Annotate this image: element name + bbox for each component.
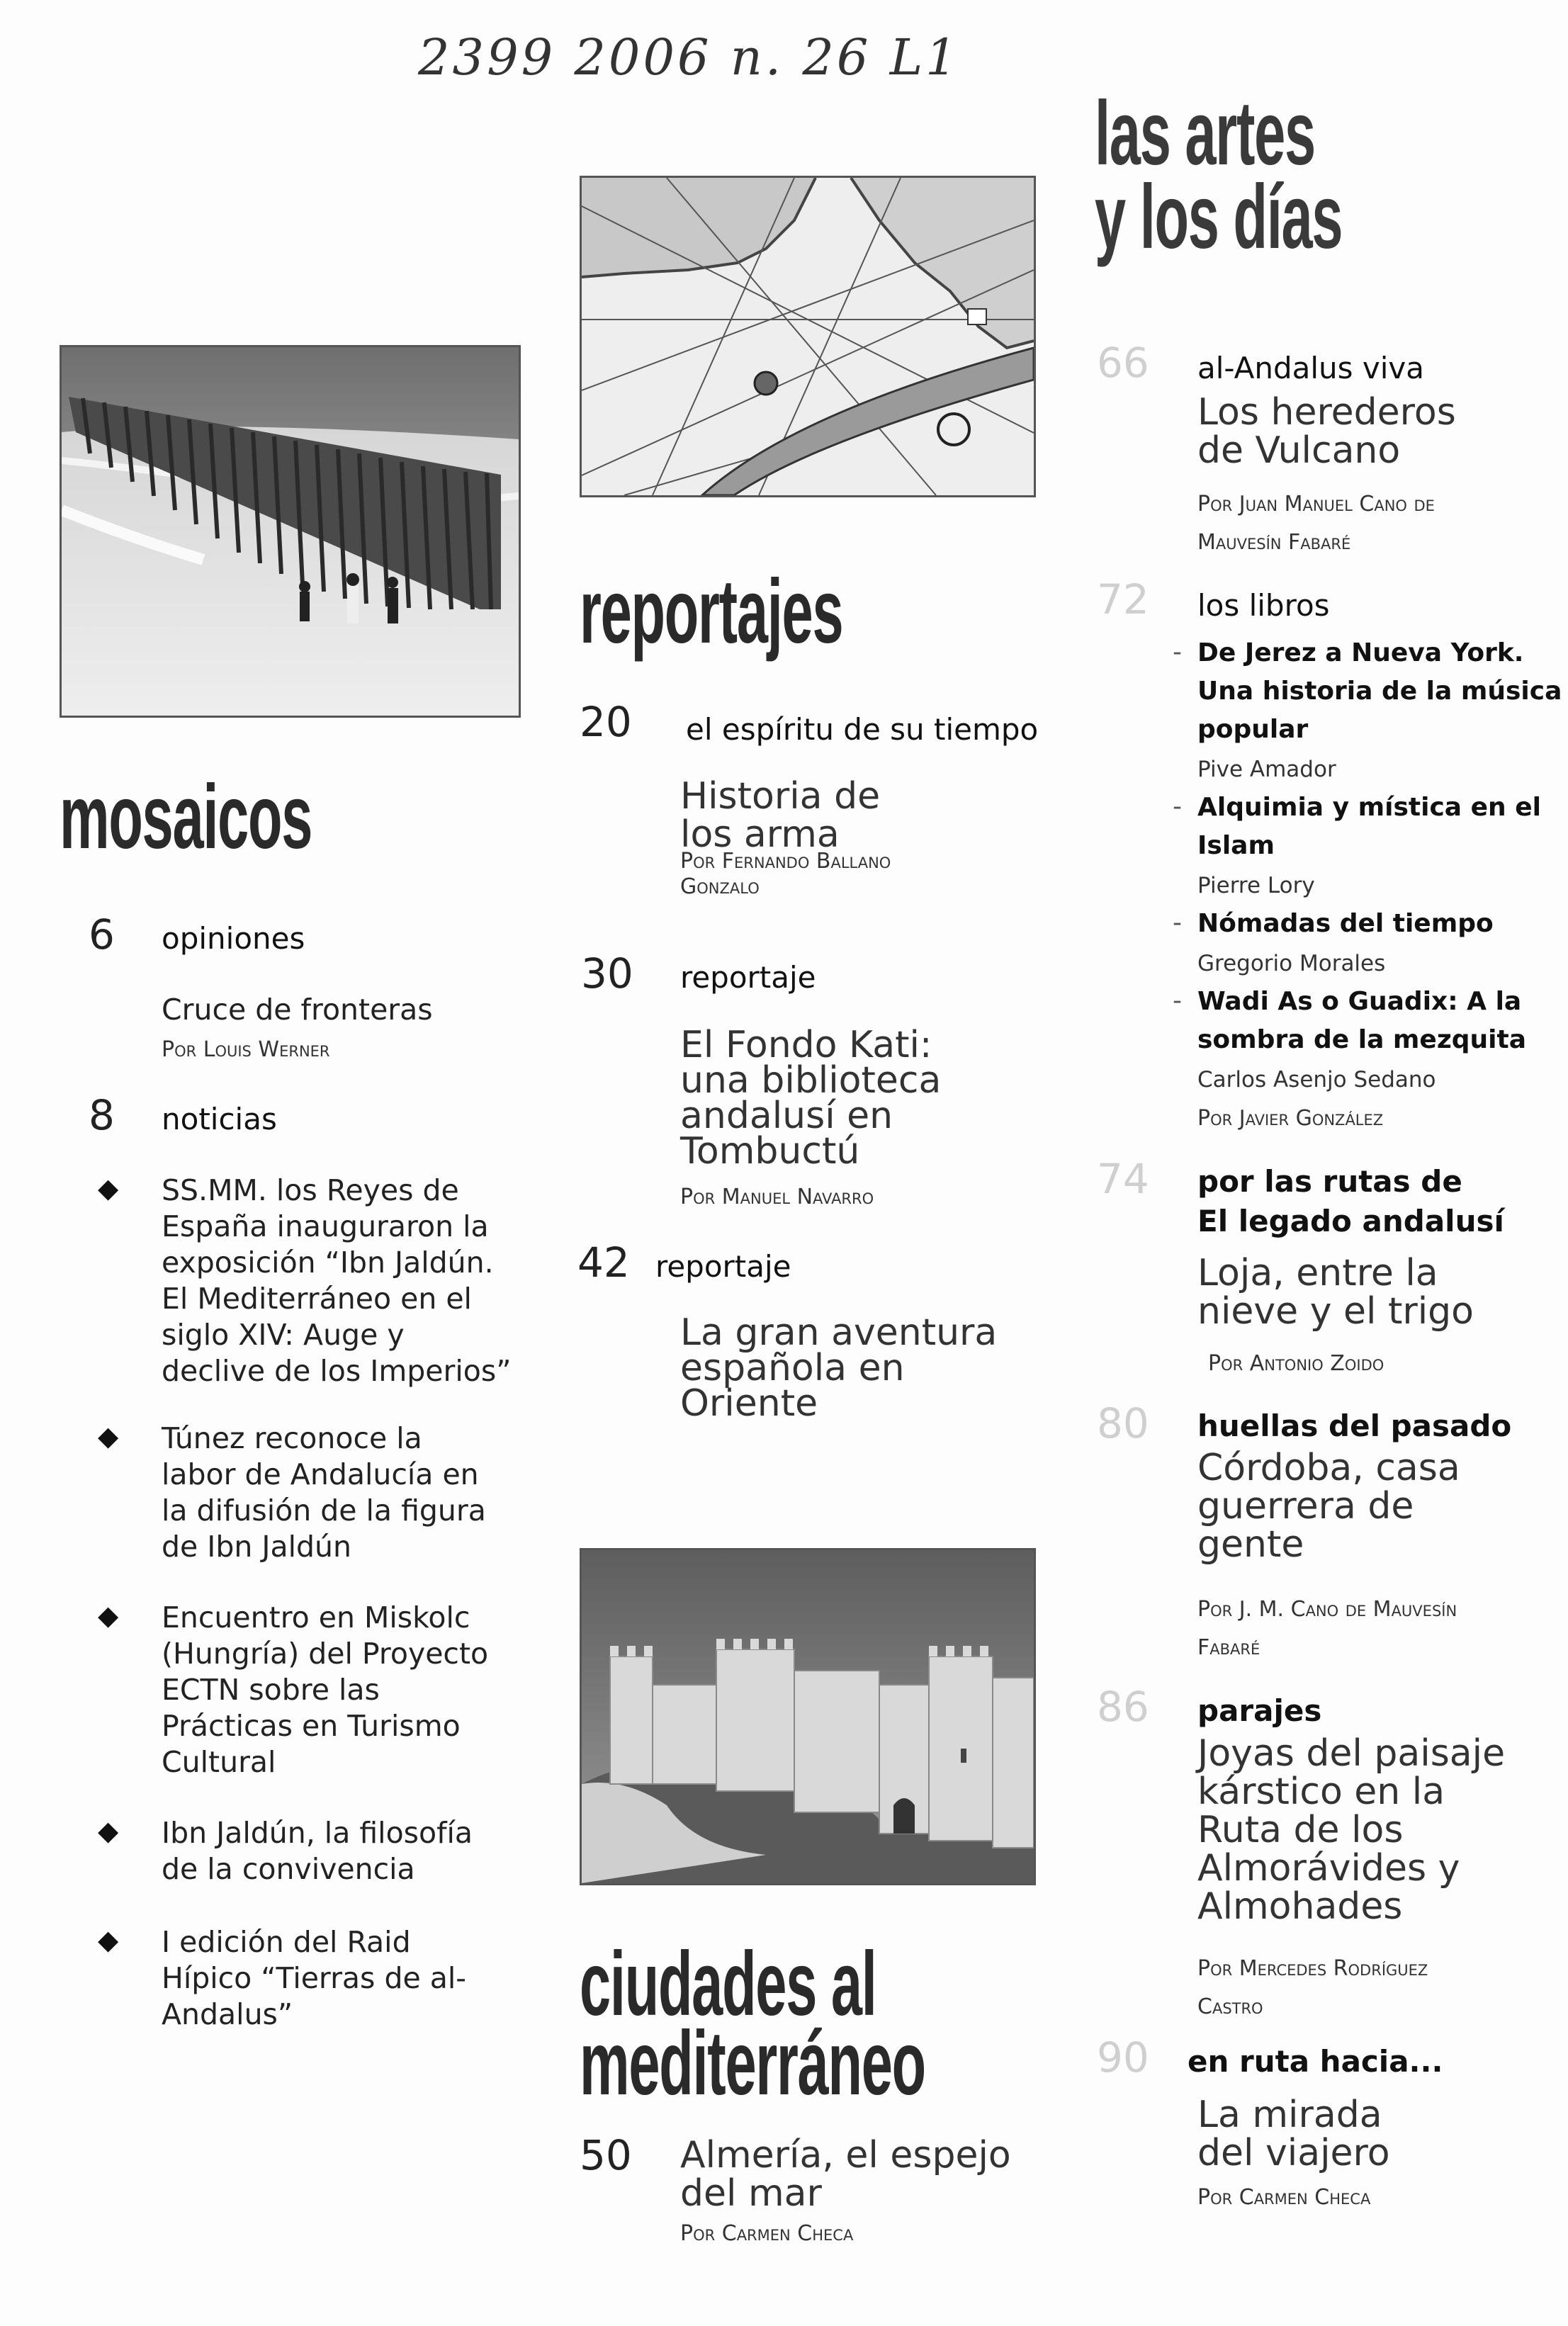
book-title: [1197, 983, 1526, 1059]
article-byline: [1197, 1950, 1428, 2026]
page-number: 74: [1097, 1155, 1149, 1203]
news-line: El Mediterráneo en el: [162, 1282, 472, 1316]
section-label: parajes: [1197, 1693, 1322, 1728]
border-fence-photo: [60, 345, 521, 718]
byline-line: Fabaré: [1197, 1635, 1260, 1660]
news-line: España inauguraron la: [162, 1209, 489, 1243]
section-title-line: ciudades al: [580, 1933, 876, 2035]
page-number: 80: [1097, 1399, 1149, 1447]
bullet-diamond-icon: ◆: [98, 1600, 119, 1631]
section-label: reportaje: [655, 1249, 791, 1284]
article-byline: Por Louis Werner: [162, 1037, 330, 1062]
book-title: [1197, 634, 1562, 749]
title-line: Los herederos: [1197, 391, 1456, 434]
section-label: al-Andalus viva: [1197, 351, 1425, 385]
book-author: Gregorio Morales: [1197, 951, 1386, 976]
article-byline: Por Manuel Navarro: [680, 1185, 874, 1209]
title-line: La gran aventura: [680, 1311, 998, 1354]
bullet-diamond-icon: ◆: [98, 1924, 119, 1955]
news-line: de la convivencia: [162, 1852, 415, 1886]
byline-line: Mauvesín Fabaré: [1197, 530, 1351, 555]
news-line: (Hungría) del Proyecto: [162, 1637, 489, 1671]
title-line: los arma: [680, 813, 840, 856]
article-title: [680, 1311, 998, 1425]
title-line: nieve y el trigo: [1197, 1290, 1474, 1333]
news-item: [162, 1421, 486, 1565]
byline-line: Por Fernando Ballano: [680, 849, 891, 874]
almeria-fortress-photo: [580, 1548, 1036, 1885]
article-title: [1197, 1734, 1505, 1926]
book-title: [1197, 789, 1541, 865]
title-line: andalusí en: [680, 1095, 893, 1137]
section-label: huellas del pasado: [1197, 1408, 1512, 1443]
news-line: Andalus”: [162, 1997, 293, 2031]
bullet-diamond-icon: ◆: [98, 1173, 119, 1204]
title-line: kárstico en la: [1197, 1771, 1445, 1813]
title-line: española en: [680, 1347, 905, 1389]
article-title: [1197, 2096, 1390, 2172]
title-line: Oriente: [680, 1382, 818, 1425]
page-number: 66: [1097, 339, 1149, 387]
news-line: Ibn Jaldún, la filosofía: [162, 1816, 473, 1850]
article-title: [680, 2136, 1011, 2213]
article-title: [680, 1024, 942, 1173]
section-title-ciudades: [580, 1933, 925, 2114]
news-line: Encuentro en Miskolc: [162, 1600, 470, 1635]
section-label: [1197, 1162, 1504, 1241]
title-line: guerrera de: [1197, 1485, 1414, 1528]
book-title-line: Una historia de la música: [1197, 677, 1562, 706]
list-dash: -: [1173, 908, 1182, 937]
page-number: 50: [580, 2131, 632, 2179]
article-byline: [680, 849, 891, 900]
page-number: 6: [89, 910, 115, 959]
title-line: Almohades: [1197, 1885, 1403, 1928]
news-line: I edición del Raid: [162, 1925, 411, 1959]
news-line: Túnez reconoce la: [162, 1421, 422, 1455]
article-byline: Por Carmen Checa: [1197, 2185, 1371, 2210]
article-title: [680, 777, 880, 854]
article-title: [1197, 1254, 1474, 1331]
page-number: 20: [580, 698, 632, 746]
book-author: Pierre Lory: [1197, 873, 1315, 898]
section-title-reportajes: reportajes: [580, 561, 843, 662]
section-title-line: mediterráneo: [580, 2013, 925, 2114]
title-line: una biblioteca: [680, 1059, 942, 1102]
book-title-line: Wadi As o Guadix: A la: [1197, 987, 1522, 1016]
title-line: Almorávides y: [1197, 1847, 1460, 1890]
book-title: [1197, 905, 1494, 943]
label-line: El legado andalusí: [1197, 1204, 1504, 1238]
section-label: los libros: [1197, 588, 1330, 623]
book-title-line: De Jerez a Nueva York.: [1197, 638, 1524, 667]
title-line: del viajero: [1197, 2132, 1390, 2174]
title-line: El Fondo Kati:: [680, 1024, 932, 1066]
book-title-line: sombra de la mezquita: [1197, 1025, 1527, 1054]
title-line: Almería, el espejo: [680, 2134, 1011, 2177]
list-dash: -: [1173, 638, 1182, 667]
title-line: Joyas del paisaje: [1197, 1732, 1506, 1775]
news-line: exposición “Ibn Jaldún.: [162, 1246, 494, 1280]
page-number: 86: [1097, 1683, 1149, 1731]
title-line: gente: [1197, 1523, 1304, 1566]
book-author: Carlos Asenjo Sedano: [1197, 1067, 1436, 1093]
title-line: de Vulcano: [1197, 429, 1401, 472]
list-dash: -: [1173, 986, 1182, 1015]
article-byline: Por Antonio Zoido: [1208, 1351, 1384, 1376]
news-line: Cultural: [162, 1745, 276, 1779]
news-line: ECTN sobre las: [162, 1673, 380, 1707]
page-number: 72: [1097, 575, 1149, 623]
section-label: opiniones: [162, 921, 305, 956]
book-author: Pive Amador: [1197, 757, 1336, 782]
section-title-mosaicos: mosaicos: [60, 767, 312, 868]
handwritten-note: 2399 2006 n. 26 L1: [418, 28, 960, 86]
news-line: labor de Andalucía en: [162, 1457, 479, 1491]
section-title-line: y los días: [1095, 166, 1343, 268]
title-line: Córdoba, casa: [1197, 1447, 1460, 1489]
news-item: [162, 1173, 511, 1389]
title-line: Historia de: [680, 775, 881, 818]
section-label: en ruta hacia...: [1188, 2044, 1443, 2079]
news-line: SS.MM. los Reyes de: [162, 1173, 459, 1207]
news-line: Hípico “Tierras de al-: [162, 1961, 467, 1995]
title-line: del mar: [680, 2172, 822, 2215]
article-byline: Por Javier González: [1197, 1106, 1384, 1131]
byline-line: Gonzalo: [680, 874, 760, 899]
book-title-line: Alquimia y mística en el: [1197, 793, 1541, 822]
book-title-line: Nómadas del tiempo: [1197, 909, 1494, 938]
bullet-diamond-icon: ◆: [98, 1815, 119, 1846]
article-byline: [1197, 1591, 1457, 1667]
article-byline: Por Carmen Checa: [680, 2221, 854, 2246]
news-line: declive de los Imperios”: [162, 1354, 512, 1388]
book-title-line: popular: [1197, 715, 1309, 744]
section-title-line: las artes: [1095, 83, 1315, 184]
byline-line: Por Mercedes Rodríguez: [1197, 1956, 1428, 1981]
book-title-line: Islam: [1197, 831, 1275, 860]
byline-line: Por Juan Manuel Cano de: [1197, 492, 1435, 516]
list-dash: -: [1173, 792, 1182, 821]
section-label: noticias: [162, 1102, 277, 1136]
section-label: el espíritu de su tiempo: [686, 712, 1039, 747]
article-title: Cruce de fronteras: [162, 993, 433, 1027]
news-line: de Ibn Jaldún: [162, 1530, 352, 1564]
news-item: [162, 1600, 488, 1780]
news-item: [162, 1815, 473, 1887]
bullet-diamond-icon: ◆: [98, 1421, 119, 1452]
label-line: por las rutas de: [1197, 1164, 1462, 1199]
page-number: 90: [1097, 2033, 1149, 2082]
article-byline: [1197, 485, 1435, 562]
article-title: [1197, 393, 1456, 470]
title-line: Tombuctú: [680, 1130, 860, 1173]
section-title-las-artes: [1095, 83, 1343, 268]
page-number: 30: [581, 949, 633, 998]
title-line: Ruta de los: [1197, 1809, 1404, 1851]
section-label: reportaje: [680, 960, 816, 995]
title-line: Loja, entre la: [1197, 1252, 1438, 1294]
news-line: siglo XIV: Auge y: [162, 1318, 405, 1352]
page-number: 8: [89, 1091, 115, 1139]
news-item: [162, 1924, 466, 2033]
title-line: La mirada: [1197, 2094, 1382, 2136]
byline-line: Por J. M. Cano de Mauvesín: [1197, 1597, 1457, 1622]
news-line: Prácticas en Turismo: [162, 1709, 461, 1743]
nautical-chart-image: [580, 176, 1036, 497]
byline-line: Castro: [1197, 1994, 1263, 2019]
news-line: la difusión de la figura: [162, 1494, 486, 1528]
article-title: [1197, 1449, 1460, 1564]
page-number: 42: [577, 1238, 630, 1287]
